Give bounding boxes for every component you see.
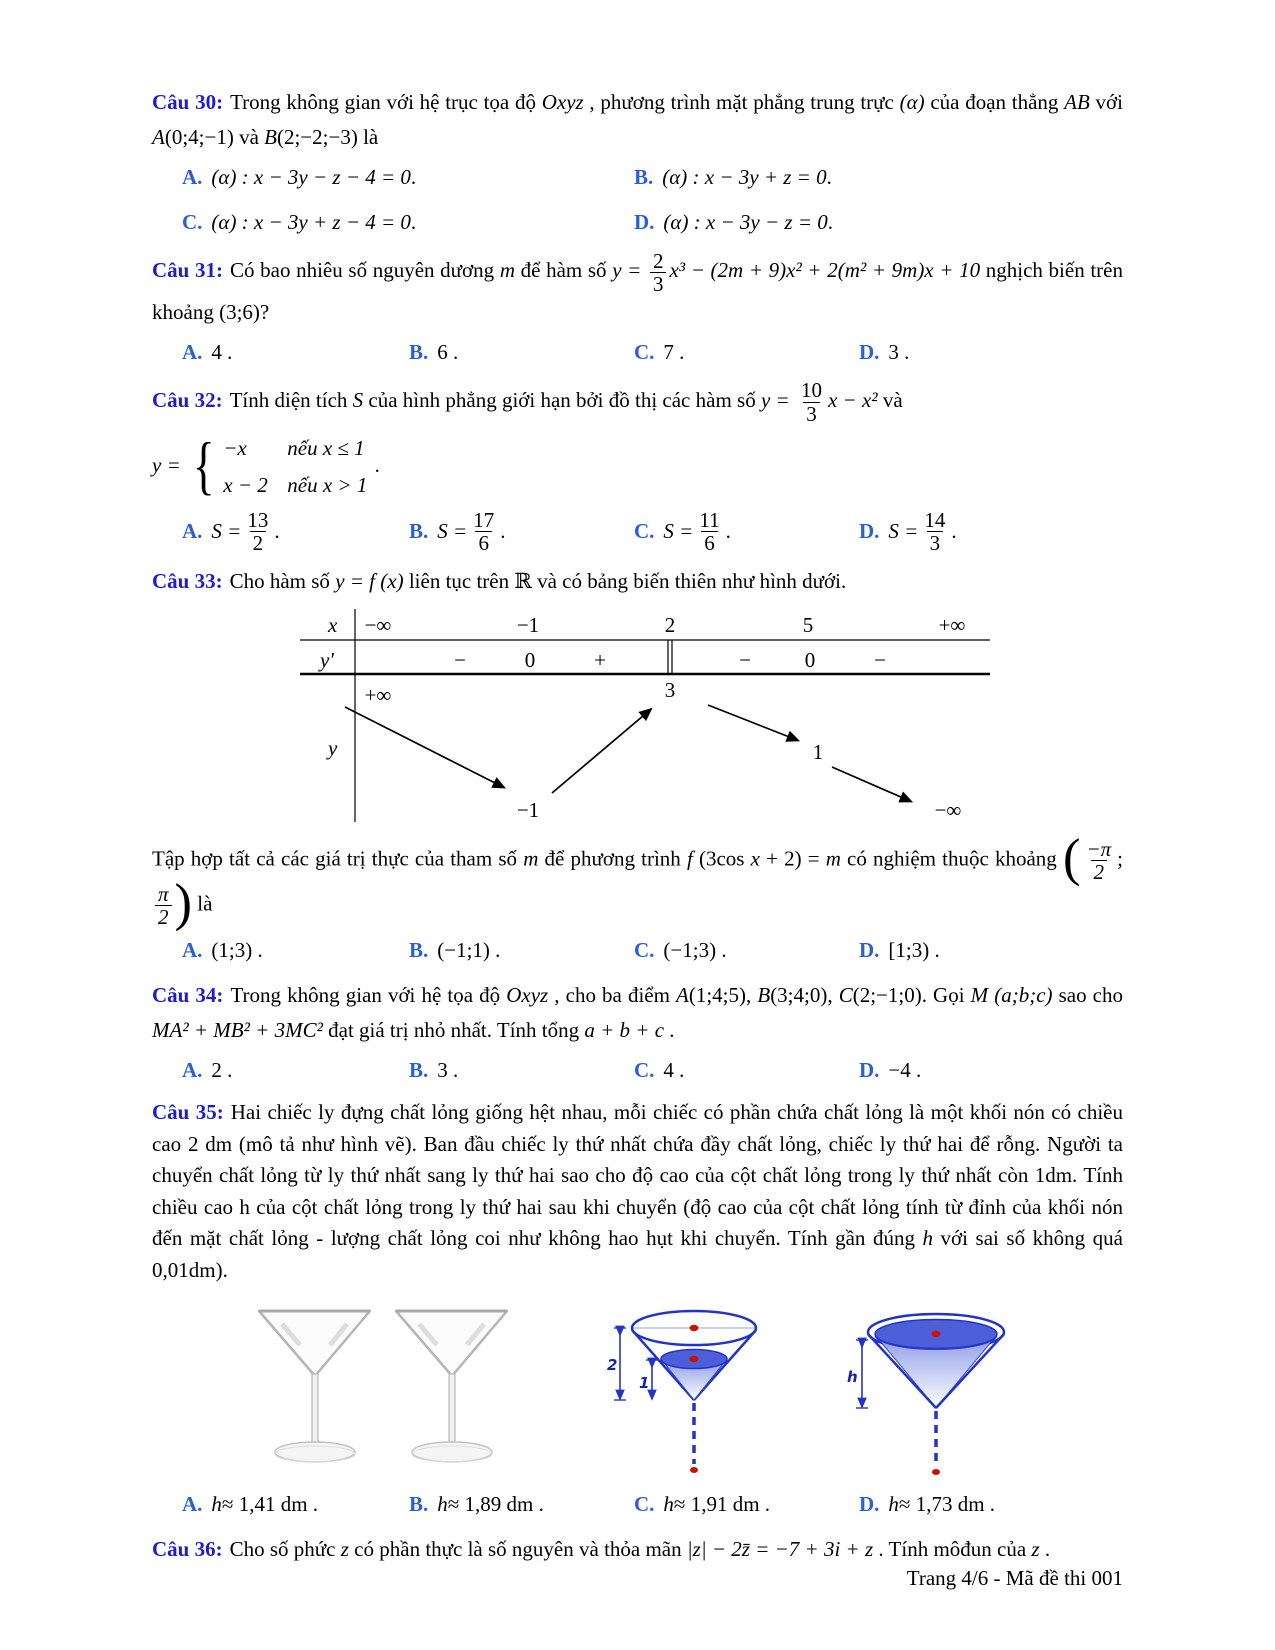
answer-text	[211, 206, 416, 240]
math-text: S =	[663, 519, 694, 544]
cone-diagram-partial	[606, 1302, 766, 1480]
fraction: $\frac{-\pi}{2}$	[1086, 837, 1112, 885]
math-text: S =	[437, 519, 468, 544]
question-body	[152, 248, 1123, 324]
math-text: x − x²	[827, 387, 878, 412]
answer-row	[152, 161, 1123, 240]
math-text: |z| − 2z̄ = −7 + 3i + z	[686, 1536, 874, 1561]
yprime-row-label: y′	[320, 648, 334, 673]
question-continuation	[152, 828, 1123, 932]
math-text: Oxyz	[506, 983, 549, 1007]
answer-text	[211, 336, 232, 370]
answer-text	[662, 161, 832, 195]
question-text	[152, 379, 1123, 424]
answer-letter: A.	[182, 339, 203, 364]
math-text: h	[888, 1492, 899, 1517]
answer-letter: A.	[182, 1057, 203, 1082]
answer-text	[437, 934, 500, 968]
x-row-label: x	[328, 613, 338, 638]
math-text: (α) : x − 3y − z − 4 = 0	[211, 164, 411, 189]
y-value: +∞	[364, 683, 392, 708]
text: −4 .	[888, 1057, 922, 1082]
text: 3 .	[437, 1057, 459, 1082]
question-text	[152, 978, 1123, 1048]
answer-letter: B.	[409, 339, 429, 364]
text: có nghiệm thuộc khoảng	[840, 846, 1063, 871]
answer-text	[211, 1054, 232, 1088]
math-text: S =	[211, 519, 242, 544]
answer-letter: C.	[182, 210, 203, 235]
math-text: z	[1031, 1536, 1040, 1561]
yprime-sign: 0	[804, 648, 816, 673]
answer-row	[152, 1054, 1123, 1088]
math-text: AB	[1064, 90, 1090, 114]
question-text	[152, 250, 1123, 330]
x-tick: 5	[802, 613, 814, 638]
x-tick: −1	[516, 613, 540, 638]
answer-option	[634, 934, 859, 968]
fraction: $\frac{\pi}{2}$	[155, 883, 172, 928]
question-36	[152, 1532, 1123, 1567]
math-text: Oxyz	[541, 90, 584, 114]
text: ≈ 1,89 dm .	[447, 1492, 544, 1517]
text: 2 .	[211, 1057, 233, 1082]
text: Hai chiếc ly đựng chất lỏng giống hệt nhau, mỗi chiếc có phần chứa chất lỏng là một khối nón có chiều cao 2 dm (mô tả như hình vẽ). Ban đầu chiếc ly thứ nhất chứa đầy chất lỏng, chiếc ly thứ hai để rỗng. Người ta chuyển chất lỏng từ ly thứ nhất sang ly thứ hai sao cho độ cao của cột chất lỏng trong ly thứ nhất còn 1dm. Tính chiều cao h của cột chất lỏng trong ly thứ hai sau khi chuyển (độ cao của cột chất lỏng tính từ đỉnh của khối nón đến mặt chất lỏng - lượng chất lỏng coi như không hao hụt khi chuyển. Tính gần đúng	[152, 1100, 1123, 1251]
answer-option	[859, 1054, 1123, 1088]
text: Trong không gian với hệ tọa độ	[230, 983, 507, 1007]
math-text: m	[523, 846, 539, 871]
text: .	[274, 519, 280, 544]
math-text: (α) : x − 3y + z = 0	[662, 164, 827, 189]
question-body	[152, 90, 1123, 149]
math-text: h	[437, 1492, 448, 1517]
answer-letter: D.	[859, 938, 880, 963]
text: ≈ 1,73 dm .	[898, 1492, 996, 1517]
answer-letter: B.	[409, 938, 429, 963]
answer-letter: D.	[859, 339, 880, 364]
yprime-sign: 0	[524, 648, 536, 673]
answer-option	[634, 1488, 859, 1522]
question-body	[152, 1100, 1123, 1282]
text: (1;4;5),	[688, 983, 758, 1007]
liquid-height-dimension-label: 1	[639, 1374, 650, 1393]
y-row-label: y	[328, 736, 338, 761]
answer-letter: B.	[634, 164, 654, 189]
text: (3cos	[692, 846, 751, 871]
text: ;	[1117, 846, 1123, 871]
question-label: Câu 32:	[152, 387, 223, 412]
text: .	[410, 210, 417, 235]
math-text: y =	[760, 387, 795, 412]
math-text: y =	[152, 452, 186, 477]
math-text: h	[211, 1492, 222, 1517]
question-figures	[252, 1302, 1123, 1480]
answer-text	[888, 1054, 921, 1088]
text: Cho hàm số	[229, 569, 336, 594]
math-text: A	[152, 124, 165, 149]
text: 4 .	[211, 339, 233, 364]
question-body	[152, 983, 1123, 1042]
text: Trong không gian với hệ trục tọa độ	[230, 90, 542, 114]
answer-text	[211, 161, 416, 195]
math-text: (α)	[899, 90, 925, 114]
answer-option	[634, 509, 859, 554]
math-text: MA² + MB² + 3MC²	[152, 1017, 323, 1042]
math-text: B	[757, 983, 771, 1007]
math-text: y =	[612, 258, 647, 283]
text: liên tục trên ℝ và có bảng biến thiên như hình dưới.	[403, 569, 847, 594]
text: ≈ 1,41 dm .	[221, 1492, 319, 1517]
text: là	[357, 124, 379, 149]
math-text: h	[663, 1492, 674, 1517]
answer-letter: A.	[182, 164, 203, 189]
question-body	[230, 1537, 1051, 1561]
answer-letter: C.	[634, 1492, 655, 1517]
answer-letter: A.	[182, 1492, 203, 1517]
answer-option	[859, 509, 1123, 554]
answer-text	[437, 1054, 458, 1088]
yprime-sign: +	[594, 648, 606, 673]
variation-table-svg	[300, 607, 990, 822]
question-text	[152, 1097, 1123, 1286]
answer-text	[663, 1488, 770, 1522]
text: để hàm số	[514, 258, 613, 283]
answer-option	[634, 1054, 859, 1088]
text: nghịch biến trên khoảng (3;6)?	[152, 258, 1123, 324]
text: .	[410, 164, 417, 189]
question-label: Câu 36:	[152, 1536, 223, 1561]
brace-glyph: {	[192, 430, 215, 503]
answer-option	[409, 934, 634, 968]
text: .	[725, 519, 731, 544]
answer-row	[152, 934, 1123, 968]
x-tick: 2	[664, 613, 676, 638]
text: sao cho	[1052, 983, 1124, 1007]
text: có phần thực là số nguyên và thỏa mãn	[348, 1536, 687, 1561]
math-text: (α) : x − 3y + z − 4 = 0	[211, 210, 411, 235]
piecewise-cases	[188, 431, 367, 504]
answer-option	[182, 206, 634, 240]
piecewise-function	[152, 431, 1123, 504]
math-text: M (a;b;c)	[970, 983, 1053, 1007]
big-paren: )	[174, 873, 193, 932]
text: (2;−2;−3)	[276, 124, 358, 149]
fraction: $\frac{14}{3}$	[924, 508, 946, 556]
text: (−1;3) .	[663, 938, 727, 963]
answer-option	[409, 336, 634, 370]
answer-row	[152, 336, 1123, 370]
answer-option	[634, 336, 859, 370]
text: .	[827, 210, 834, 235]
text: với sai số không quá 0,01dm).	[152, 1226, 1123, 1282]
text: 7 .	[663, 339, 685, 364]
math-text: C	[838, 983, 853, 1007]
question-label: Câu 31:	[152, 258, 223, 283]
answer-text	[437, 1488, 544, 1522]
question-label: Câu 30:	[152, 90, 224, 114]
fraction: $\frac{11}{6}$	[699, 508, 720, 556]
variation-table	[300, 607, 1123, 828]
martini-glass-photo	[389, 1302, 514, 1474]
answer-text	[663, 1054, 684, 1088]
page-footer: Trang 4/6 - Mã đề thi 001	[906, 1566, 1123, 1590]
question-32	[152, 379, 1123, 554]
math-text: x	[750, 846, 760, 871]
answer-letter: A.	[182, 519, 203, 544]
math-text: y = f (x)	[335, 569, 404, 594]
answer-letter: C.	[634, 938, 655, 963]
answer-option	[409, 1488, 634, 1522]
answer-option	[182, 1488, 409, 1522]
text: (2;−1;0). Gọi	[852, 983, 971, 1007]
text: của hình phẳng giới hạn bởi đồ thị các hàm số	[363, 387, 761, 412]
fraction: $\frac{2}{3}$	[650, 250, 667, 295]
question-text	[152, 85, 1123, 155]
yprime-sign: −	[874, 648, 886, 673]
answer-option	[182, 509, 409, 554]
text: .	[664, 1017, 675, 1042]
text: Tập hợp tất cả các giá trị thực của tham số	[152, 846, 524, 871]
question-35	[152, 1097, 1123, 1522]
answer-text	[437, 336, 458, 370]
answer-letter: B.	[409, 519, 429, 544]
question-33	[152, 564, 1123, 968]
text: đạt giá trị nhỏ nhất. Tính tổng	[322, 1017, 585, 1042]
question-body	[229, 378, 903, 426]
answer-text	[437, 509, 505, 554]
answer-option	[182, 161, 634, 195]
text: .	[826, 164, 832, 189]
math-text: z	[340, 1536, 349, 1561]
answer-text	[888, 934, 939, 968]
text: Có bao nhiêu số nguyên dương	[229, 258, 500, 283]
answer-letter: C.	[634, 339, 655, 364]
answer-text	[888, 509, 956, 554]
answer-option	[859, 1488, 1123, 1522]
text: [1;3) .	[888, 938, 940, 963]
big-paren: (	[1062, 828, 1081, 887]
yprime-sign: −	[454, 648, 466, 673]
answer-option	[182, 336, 409, 370]
question-label: Câu 33:	[152, 569, 223, 594]
answer-row	[152, 1488, 1123, 1522]
answer-letter: A.	[182, 938, 203, 963]
text: , phương trình mặt phẳng trung trực	[583, 90, 900, 114]
text: .	[1039, 1536, 1051, 1561]
text: + 2) =	[759, 846, 826, 871]
martini-glass-photo	[252, 1302, 377, 1474]
y-value: −1	[516, 798, 540, 823]
answer-text	[663, 206, 833, 240]
text: .	[951, 519, 957, 544]
answer-text	[663, 509, 730, 554]
answer-letter: D.	[859, 519, 880, 544]
answer-option	[182, 1054, 409, 1088]
answer-text	[663, 336, 684, 370]
text: (−1;1) .	[437, 938, 501, 963]
text: là	[192, 891, 213, 916]
case-row: −x nếu x ≤ 1	[223, 435, 365, 460]
answer-letter: D.	[859, 1057, 880, 1082]
math-text: S =	[888, 519, 919, 544]
text: .	[500, 519, 506, 544]
y-value: −∞	[934, 798, 962, 823]
text: và	[233, 124, 265, 149]
answer-text	[888, 336, 909, 370]
answer-option	[634, 161, 1123, 195]
answer-option	[859, 934, 1123, 968]
math-text: m	[825, 846, 841, 871]
answer-option	[409, 1054, 634, 1088]
text: Cho số phức	[229, 1536, 341, 1561]
answer-option	[182, 934, 409, 968]
answer-letter: C.	[634, 519, 655, 544]
text: của đoạn thẳng	[924, 90, 1065, 114]
cone-diagram-full	[838, 1302, 1018, 1480]
text: để phương trình	[538, 846, 687, 871]
answer-option	[409, 509, 634, 554]
math-text: A	[676, 983, 689, 1007]
math-text: f	[686, 846, 693, 871]
text: 3 .	[888, 339, 910, 364]
math-text: m	[499, 258, 515, 283]
math-text: h	[922, 1226, 934, 1251]
question-34	[152, 978, 1123, 1087]
x-tick: +∞	[938, 613, 966, 638]
answer-letter: B.	[409, 1057, 429, 1082]
text: và	[877, 387, 903, 412]
text: Tính diện tích	[229, 387, 353, 412]
fraction: $\frac{13}{2}$	[247, 508, 269, 556]
text: ≈ 1,91 dm .	[673, 1492, 771, 1517]
question-body	[230, 569, 847, 593]
text: (1;3) .	[211, 938, 263, 963]
answer-letter: D.	[634, 210, 655, 235]
answer-option	[859, 336, 1123, 370]
answer-option	[634, 206, 1123, 240]
math-text: B	[264, 124, 277, 149]
answer-text	[211, 934, 262, 968]
math-text: x³ − (2m + 9)x² + 2(m² + 9m)x + 10	[669, 258, 981, 283]
text: , cho ba điểm	[548, 983, 677, 1007]
answer-text	[211, 509, 279, 554]
y-value: 1	[812, 740, 824, 765]
answer-letter: D.	[859, 1492, 880, 1517]
question-30	[152, 85, 1123, 240]
full-height-dimension-label: 2	[607, 1356, 618, 1375]
text: 6 .	[437, 339, 459, 364]
text: . Tính môđun của	[873, 1536, 1032, 1561]
answer-text	[663, 934, 726, 968]
answer-row	[152, 509, 1123, 554]
answer-text	[888, 1488, 995, 1522]
liquid-height-dimension-label: h	[847, 1368, 858, 1387]
question-label: Câu 34:	[152, 983, 224, 1007]
text: (0;4;−1)	[164, 124, 234, 149]
yprime-sign: −	[739, 648, 751, 673]
math-text: (α) : x − 3y − z = 0	[663, 210, 828, 235]
fraction: $\frac{10}{3}$	[800, 378, 822, 426]
question-label: Câu 35:	[152, 1100, 224, 1125]
text: .	[369, 452, 380, 477]
math-text: S	[352, 387, 364, 412]
math-text: a + b + c	[584, 1017, 665, 1042]
question-text	[152, 1532, 1123, 1567]
text: (3;4;0),	[770, 983, 839, 1007]
answer-letter: C.	[634, 1057, 655, 1082]
fraction: $\frac{17}{6}$	[473, 508, 495, 556]
text: với	[1089, 90, 1123, 114]
question-text	[152, 564, 1123, 599]
answer-letter: B.	[409, 1492, 429, 1517]
case-row: x − 2 nếu x > 1	[223, 473, 368, 498]
x-tick: −∞	[364, 613, 392, 638]
y-value: 3	[664, 678, 676, 703]
text: 4 .	[663, 1057, 685, 1082]
answer-text	[211, 1488, 318, 1522]
question-31	[152, 250, 1123, 370]
